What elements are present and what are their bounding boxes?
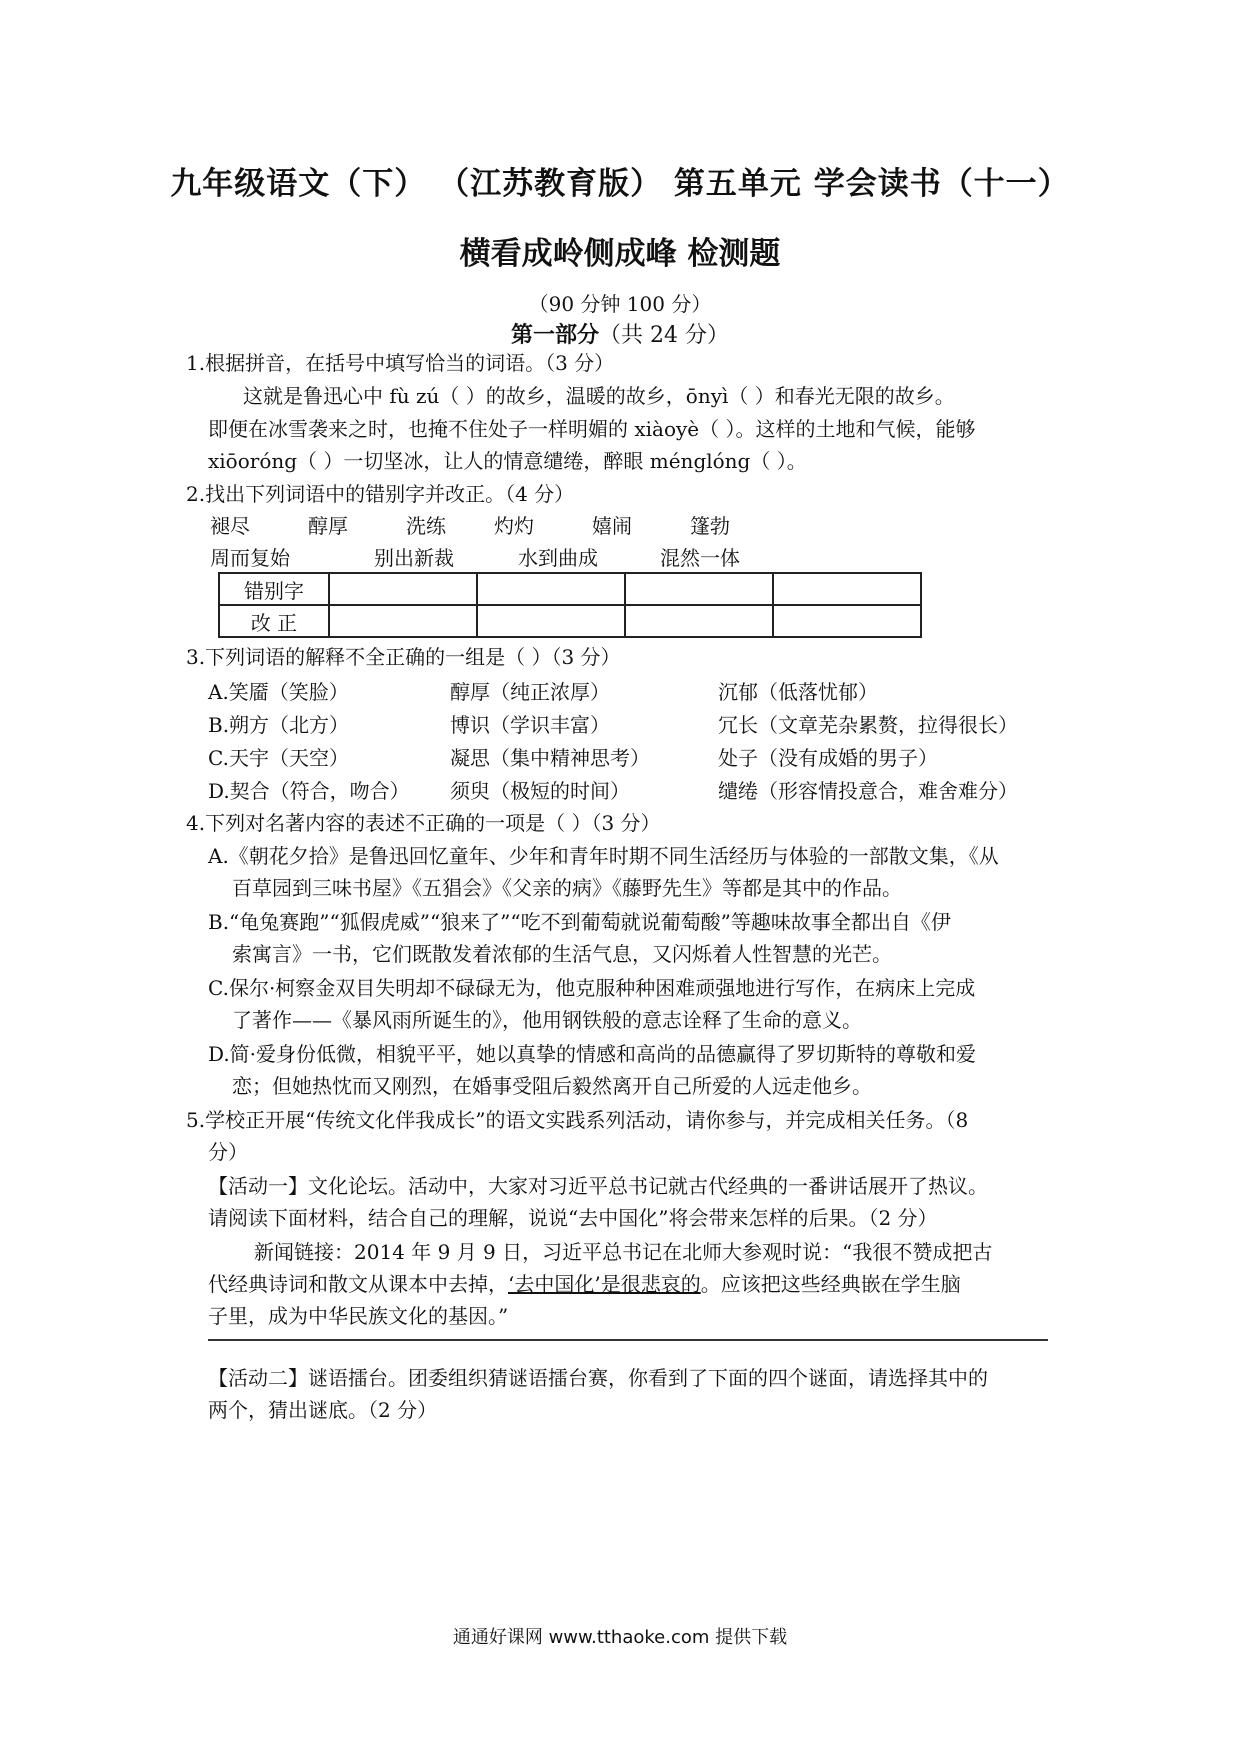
typo-cell[interactable] [477,573,625,605]
q2-word: 褪尽 [210,514,250,538]
answer-line[interactable] [208,1339,1048,1341]
q4-option-a: A.《朝花夕拾》是鲁迅回忆童年、少年和青年时期不同生活经历与体验的一部散文集，《从 [208,844,999,868]
q2-word: 嬉闹 [592,514,632,538]
correction-cell[interactable] [773,605,921,637]
correction-table [218,572,922,638]
q4-option-d-cont: 恋；但她热忱而又刚烈，在婚事受阻后毅然离开自己所爱的人远走他乡。 [232,1074,872,1098]
typo-cell[interactable] [625,573,773,605]
part-heading [0,318,1240,349]
q4-option-c-cont: 了著作——《暴风雨所诞生的》，他用钢铁般的意志诠释了生命的意义。 [232,1008,862,1032]
q2-word: 醇厚 [308,514,348,538]
q1-line-3: xiōoróng（ ）一切坚冰，让人的情意缱绻，醉眼 ménglóng（ ）。 [208,449,807,473]
q3-option-d-1: D.契合（符合，吻合） [208,779,410,803]
q2-word: 洗练 [406,514,446,538]
part-score: （共 24 分） [599,323,729,348]
q3-option-a-3: 沉郁（低落忧郁） [718,680,878,704]
q2-word: 周而复始 [210,546,290,570]
correction-label: 改 正 [219,605,329,637]
q1-stem: 1.根据拼音，在括号中填写恰当的词语。（3 分） [186,351,615,375]
news-link: 新闻链接：2014 年 9 月 9 日，习近平总书记在北师大参观时说：“我很不赞成把古 [254,1240,993,1264]
activity-one: 【活动一】文化论坛。活动中，大家对习近平总书记就古代经典的一番讲话展开了热议。 [208,1174,988,1198]
q3-option-c-2: 凝思（集中精神思考） [450,746,650,770]
time-score: （90 分钟 100 分） [528,292,712,316]
q3-option-b-3: 冗长（文章芜杂累赘，拉得很长） [718,713,1018,737]
q4-option-d: D.简·爱身份低微，相貌平平，她以真挚的情感和高尚的品德赢得了罗切斯特的尊敬和爱 [208,1042,977,1066]
news-link-end: 子里，成为中华民族文化的基因。” [208,1304,509,1328]
q1-line-2: 即便在冰雪袭来之时，也掩不住处子一样明媚的 xiàoyè（ ）。这样的土地和气候，能够 [208,417,976,441]
q4-stem: 4.下列对名著内容的表述不正确的一项是（ ）（3 分） [186,811,661,835]
q3-option-c-3: 处子（没有成婚的男子） [718,746,938,770]
q2-word: 篷勃 [690,514,730,538]
q4-option-a-cont: 百草园到三味书屋》《五猖会》《父亲的病》《藤野先生》等都是其中的作品。 [232,876,902,900]
footer-credit: 通通好课网 www.tthaoke.com 提供下载 [452,1627,788,1648]
q5-stem-cont: 分） [208,1140,248,1164]
correction-cell[interactable] [625,605,773,637]
news-text: 代经典诗词和散文从课本中去掉， [208,1272,508,1296]
q3-option-a-2: 醇厚（纯正浓厚） [450,680,610,704]
q3-option-d-2: 须臾（极短的时间） [450,779,630,803]
q3-option-b-1: B.朔方（北方） [208,713,350,737]
typo-cell[interactable] [773,573,921,605]
news-text: 。应该把这些经典嵌在学生脑 [700,1272,961,1296]
activity-one-cont: 请阅读下面材料，结合自己的理解，说说“去中国化”将会带来怎样的后果。（2 分） [208,1206,938,1230]
q4-option-c: C.保尔·柯察金双目失明却不碌碌无为，他克服种种困难顽强地进行写作，在病床上完成 [208,976,976,1000]
q2-word: 灼灼 [494,514,534,538]
q2-stem: 2.找出下列词语中的错别字并改正。（4 分） [186,482,575,506]
q4-option-b-cont: 索寓言》一书，它们既散发着浓郁的生活气息，又闪烁着人性智慧的光芒。 [232,942,892,966]
correction-cell[interactable] [477,605,625,637]
q2-word: 别出新裁 [374,546,454,570]
correction-cell[interactable] [329,605,477,637]
q3-option-d-3: 缱绻（形容情投意合，难舍难分） [718,779,1018,803]
page-subtitle: 横看成岭侧成峰 检测题 [459,236,781,272]
activity-two-cont: 两个，猜出谜底。（2 分） [208,1398,438,1422]
q3-option-c-1: C.天宇（天空） [208,746,349,770]
q3-option-b-2: 博识（学识丰富） [450,713,610,737]
q3-stem: 3.下列词语的解释不全正确的一组是（ ）（3 分） [186,645,621,669]
q2-word: 水到曲成 [518,546,598,570]
typo-cell[interactable] [329,573,477,605]
news-link-cont [208,1269,1078,1299]
news-underlined: ‘去中国化’是很悲哀的 [508,1272,701,1296]
q2-word: 混然一体 [660,546,740,570]
page-title: 九年级语文（下） （江苏教育版） 第五单元 学会读书（十一） [170,166,1070,202]
part-title: 第一部分 [511,323,600,348]
q3-option-a-1: A.笑靥（笑脸） [208,680,349,704]
q1-line-1: 这就是鲁迅心中 fù zú（ ）的故乡，温暖的故乡，ōnyì（ ）和春光无限的故乡。 [243,384,955,408]
q5-stem: 5.学校正开展“传统文化伴我成长”的语文实践系列活动，请你参与，并完成相关任务。（8 [186,1108,969,1132]
typo-label: 错别字 [219,573,329,605]
activity-two: 【活动二】谜语擂台。团委组织猜谜语擂台赛，你看到了下面的四个谜面，请选择其中的 [208,1366,988,1390]
q4-option-b: B.“龟兔赛跑”“狐假虎威”“狼来了”“吃不到葡萄就说葡萄酸”等趣味故事全都出自《伊 [208,910,951,934]
